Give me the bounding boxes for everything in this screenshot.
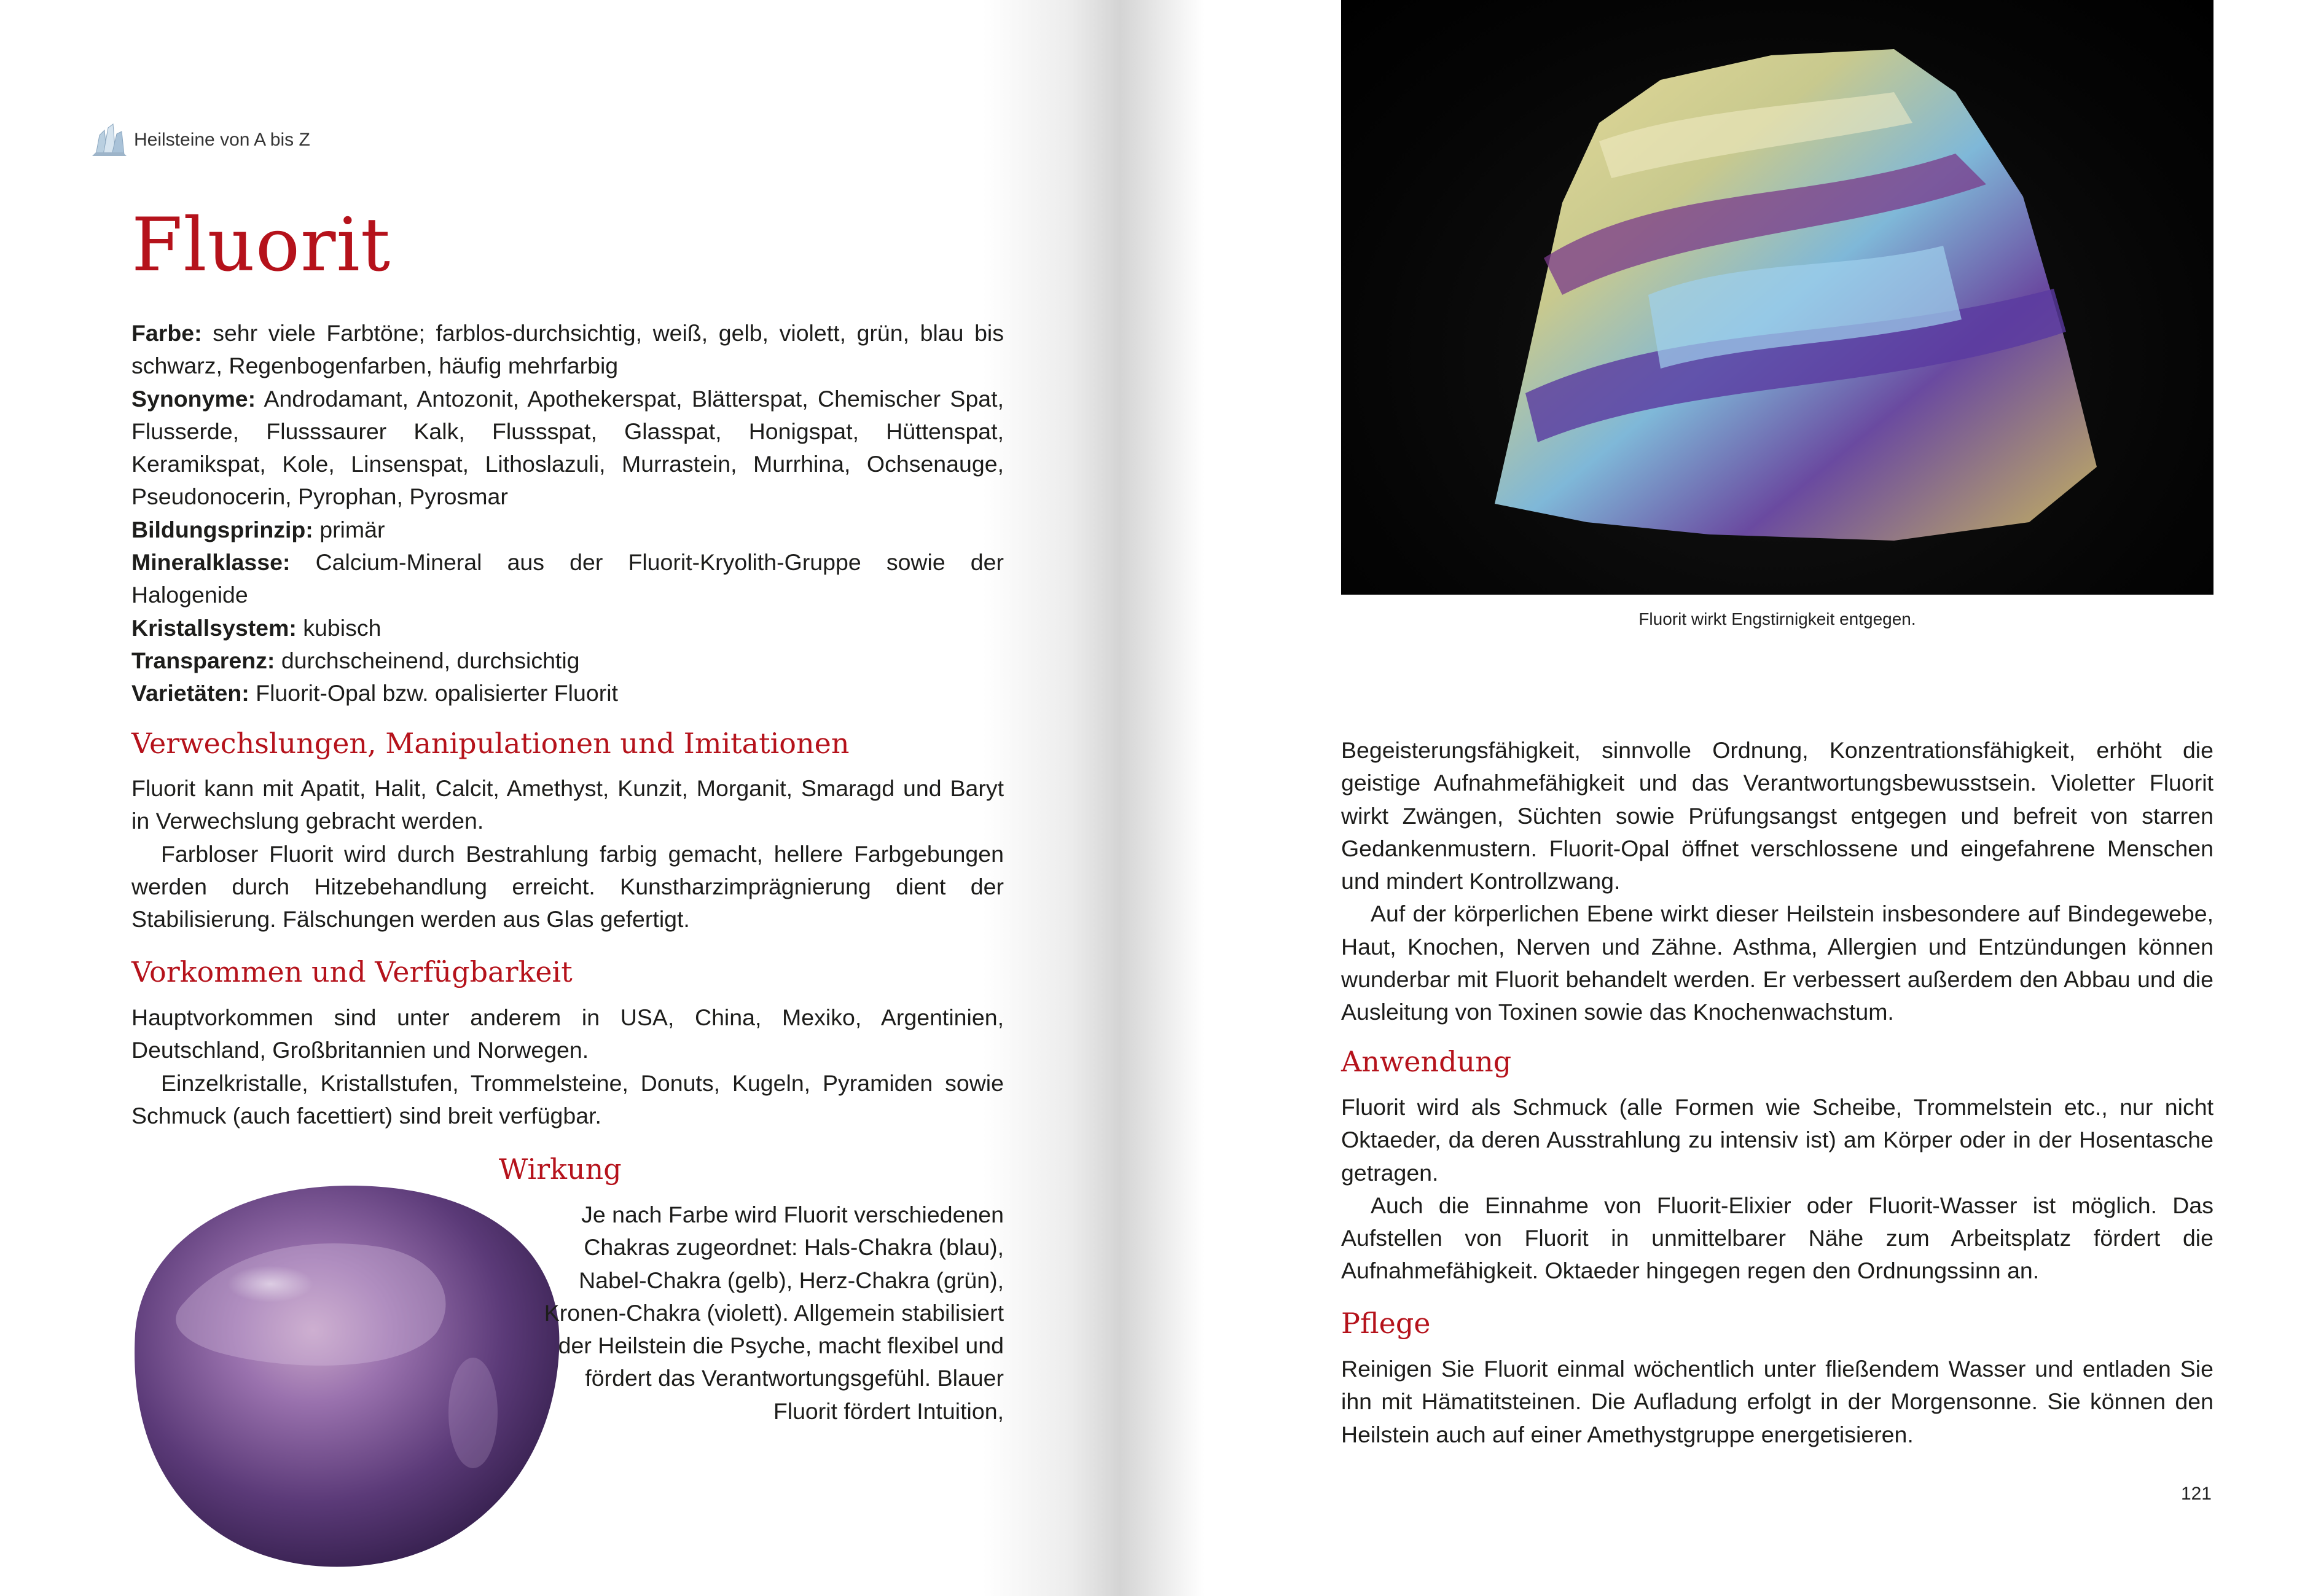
fact-mineralklasse bbox=[131, 546, 1004, 612]
section-heading-anwendung: Anwendung bbox=[1341, 1045, 1512, 1078]
fact-label: Kristallsystem: bbox=[131, 614, 297, 641]
fact-synonyme bbox=[131, 383, 1004, 514]
running-head-text: Heilsteine von A bis Z bbox=[134, 130, 310, 150]
fact-bildungsprinzip bbox=[131, 514, 1004, 546]
fact-label: Synonyme: bbox=[131, 385, 256, 412]
paragraph: Auch die Einnahme von Fluorit-Elixier oder Fluorit-Wasser ist möglich. Das Aufstellen von Fluorit in unmittelbarer Nähe zum Arbeitsplatz fördert die Aufnahmefähigkeit. Oktaeder hingegen regen den Ordnungssinn an. bbox=[1341, 1192, 2213, 1284]
section-body-verwechslungen bbox=[131, 772, 1004, 936]
fluorite-slab-image bbox=[1341, 0, 2213, 595]
fact-transparenz bbox=[131, 644, 1004, 677]
fact-value: Androdamant, Antozonit, Apothekerspat, Blätterspat, Chemischer Spat, Flusserde, Flusssaurer Kalk, Flussspat, Glasspat, Honigspat, Hüttenspat, Keramikspat, Kole, Linsenspat, Lithoslazuli, Murrastein, Murrhina, Ochsenauge, Pseudonocerin, Pyrophan, Pyrosmar bbox=[131, 385, 1004, 510]
fact-value: Fluorit-Opal bzw. opalisierter Fluorit bbox=[256, 680, 618, 706]
crystal-cluster-icon bbox=[91, 122, 128, 158]
fact-varietaeten bbox=[131, 677, 1004, 710]
book-gutter bbox=[983, 0, 1204, 1596]
section-body-vorkommen bbox=[131, 1001, 1004, 1132]
fact-value: Calcium-Mineral aus der Fluorit-Kryolith-Gruppe sowie der Halogenide bbox=[131, 549, 1004, 608]
page-title: Fluorit bbox=[131, 203, 391, 288]
section-heading-vorkommen: Vorkommen und Verfügbarkeit bbox=[131, 955, 573, 988]
paragraph: Farbloser Fluorit wird durch Bestrahlung farbig gemacht, hellere Farbgebungen werden durch Hitzebehandlung erreicht. Kunstharzimprägnierung dient der Stabilisierung. Fälschungen werden aus Glas gefertigt. bbox=[131, 840, 1004, 933]
section-heading-verwechslungen: Verwechslungen, Manipulationen und Imitationen bbox=[131, 727, 850, 760]
section-body-wirkung-continued bbox=[1341, 734, 2213, 1029]
page-number: 121 bbox=[2180, 1484, 2212, 1504]
paragraph: Reinigen Sie Fluorit einmal wöchentlich unter fließendem Wasser und entladen Sie ihn mit Hämatitsteinen. Die Aufladung erfolgt in der Morgensonne. Sie können den Heilstein auch auf einer Amethystgruppe energetisieren. bbox=[1341, 1356, 2213, 1447]
fact-label: Transparenz: bbox=[131, 647, 275, 673]
fact-value: durchscheinend, durchsichtig bbox=[281, 647, 580, 673]
section-heading-wirkung: Wirkung bbox=[499, 1152, 622, 1186]
section-body-wirkung bbox=[541, 1199, 1004, 1428]
fact-value: sehr viele Farbtöne; farblos-durchsichtig, weiß, gelb, violett, grün, blau bis schwarz, Regenbogenfarben, häufig mehrfarbig bbox=[131, 320, 1004, 379]
paragraph: Fluorit wird als Schmuck (alle Formen wie Scheibe, Trommelstein etc., nur nicht Oktaeder, da deren Ausstrahlung zu intensiv ist) am Körper oder in der Hosentasche getragen. bbox=[1341, 1094, 2213, 1186]
paragraph: Fluorit kann mit Apatit, Halit, Calcit, Amethyst, Kunzit, Morganit, Smaragd und Baryt in Verwechslung gebracht werden. bbox=[131, 775, 1004, 834]
tumbled-fluorite-photo bbox=[92, 1149, 571, 1579]
facts-list bbox=[131, 317, 1004, 710]
section-body-pflege bbox=[1341, 1353, 2213, 1451]
fact-label: Varietäten: bbox=[131, 680, 249, 706]
running-head bbox=[91, 122, 310, 158]
paragraph: Begeisterungsfähigkeit, sinnvolle Ordnung, Konzentrationsfähigkeit, erhöht die geistige Aufnahmefähigkeit und das Verantwortungsbewusstsein. Violetter Fluorit wirkt Zwängen, Süchten sowie Prüfungsangst entgegen und befreit von starren Gedankenmustern. Fluorit-Opal öffnet verschlossene und eingefahrene Menschen und mindert Kontrollzwang. bbox=[1341, 737, 2213, 894]
fluorite-slab-photo bbox=[1341, 0, 2213, 595]
fact-label: Farbe: bbox=[131, 320, 202, 346]
photo-caption: Fluorit wirkt Engstirnigkeit entgegen. bbox=[1638, 609, 1916, 628]
fact-farbe bbox=[131, 317, 1004, 383]
section-body-anwendung bbox=[1341, 1091, 2213, 1288]
paragraph: Hauptvorkommen sind unter anderem in USA, China, Mexiko, Argentinien, Deutschland, Großbritannien und Norwegen. bbox=[131, 1004, 1004, 1063]
paragraph: Auf der körperlichen Ebene wirkt dieser Heilstein insbesondere auf Bindegewebe, Haut, Knochen, Nerven und Zähne. Asthma, Allergien und Entzündungen können wunderbar mit Fluorit behandelt werden. Er verbessert außerdem den Abbau und die Ausleitung von Toxinen sowie das Knochenwachstum. bbox=[1341, 901, 2213, 1025]
fact-value: primär bbox=[319, 516, 385, 542]
tumbled-fluorite-image bbox=[92, 1149, 571, 1579]
paragraph: Je nach Farbe wird Fluorit verschiedenen Chakras zugeordnet: Hals-Chakra (blau), Nabel-Chakra (gelb), Herz-Chakra (grün), Kronen-Chakra (violett). Allgemein stabilisiert der Heilstein die Psyche, macht flexibel und fördert das Verantwortungsgefühl. Blauer Fluorit fördert Intuition, bbox=[544, 1202, 1004, 1424]
paragraph: Einzelkristalle, Kristallstufen, Trommelsteine, Donuts, Kugeln, Pyramiden sowie Schmuck (auch facettiert) sind breit verfügbar. bbox=[131, 1070, 1004, 1129]
fact-kristallsystem bbox=[131, 612, 1004, 644]
fact-label: Mineralklasse: bbox=[131, 549, 291, 576]
fact-label: Bildungsprinzip: bbox=[131, 516, 313, 542]
section-heading-pflege: Pflege bbox=[1341, 1307, 1431, 1340]
fact-value: kubisch bbox=[303, 614, 382, 641]
